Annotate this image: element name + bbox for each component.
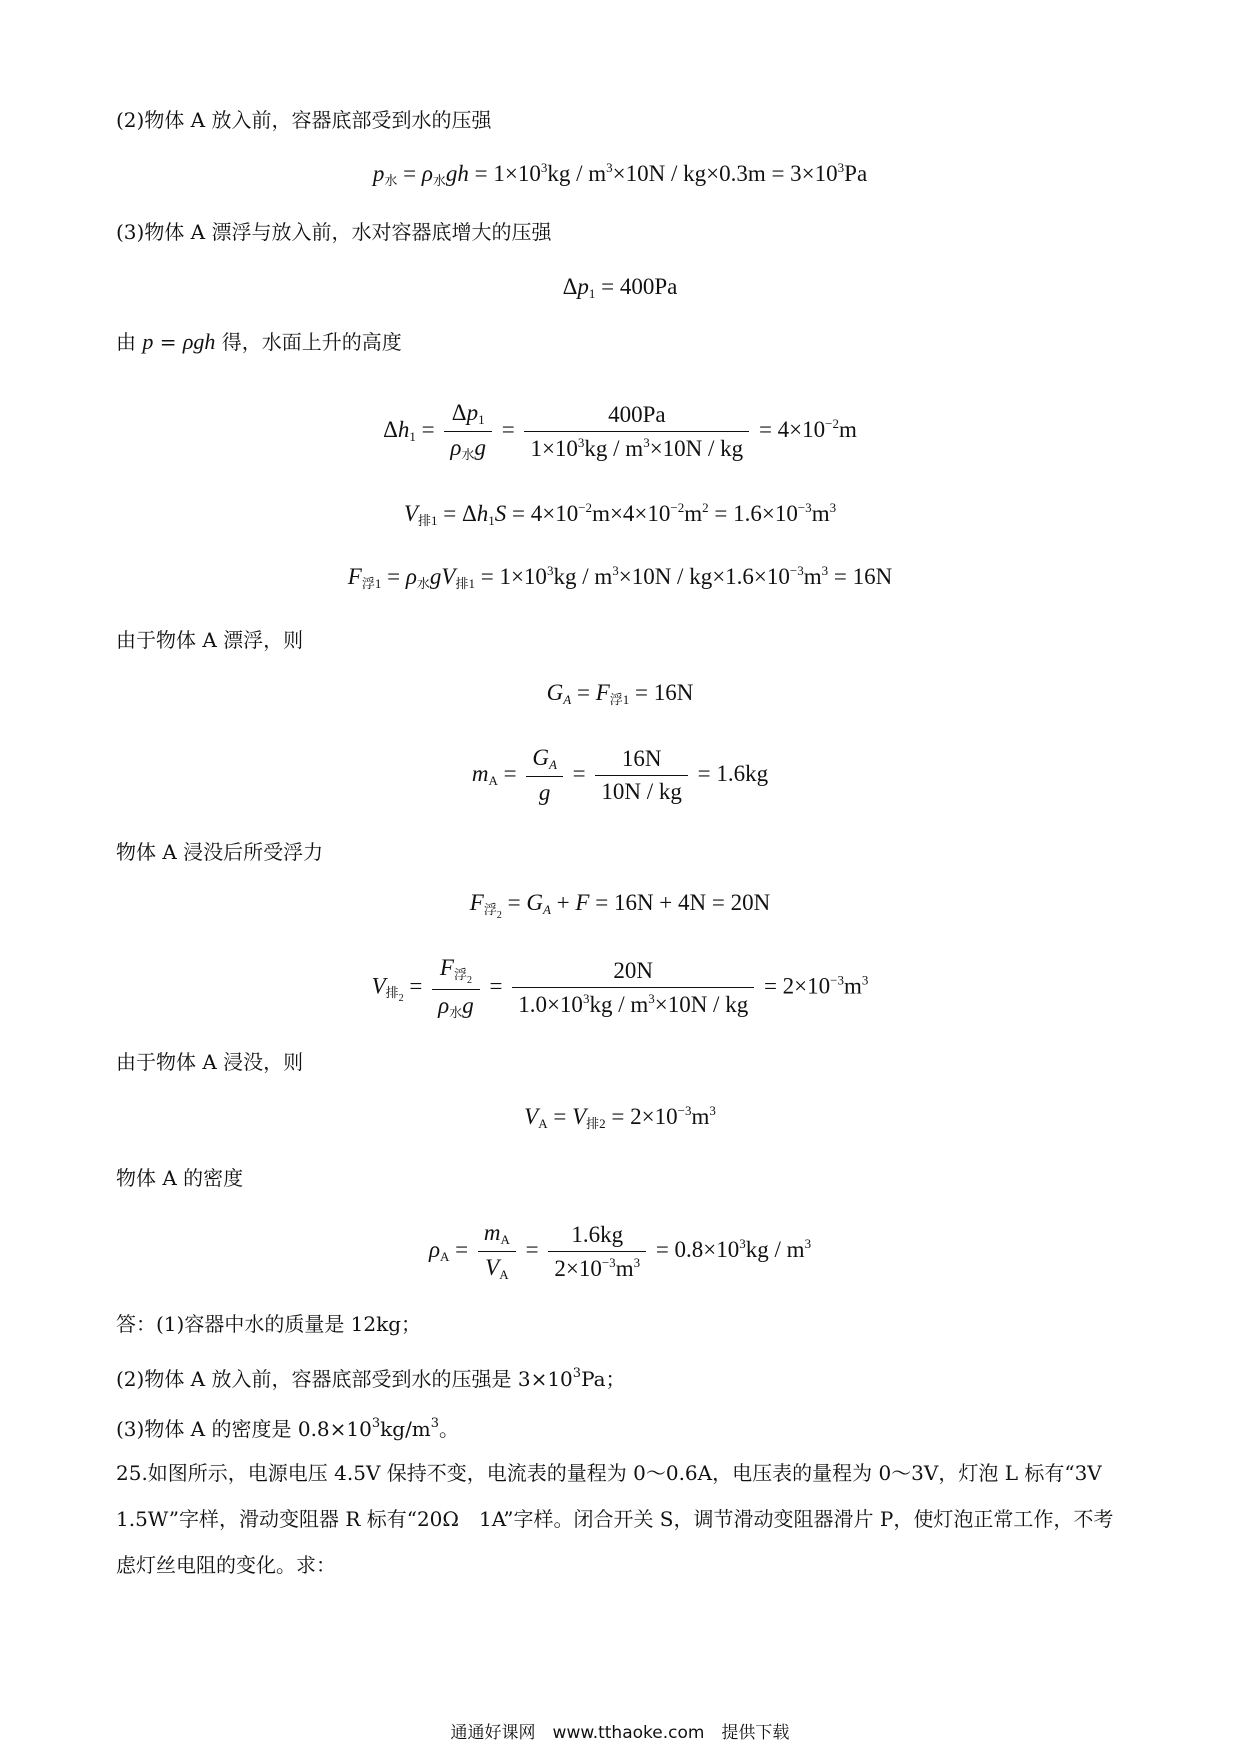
footer-text: 通通好课网 www.tthaoke.com 提供下载 — [450, 1723, 790, 1743]
line-density-intro: 物体 A 的密度 — [116, 1166, 244, 1190]
answer-3-exp2: 3 — [430, 1416, 440, 1431]
equation-v-displaced-1: $V_{排1} = \Delta h_1S = 4\times 10^{-2}m\times 4\times 10^{-2}m^2 = 1.6\times 10^{-3}m^3$ — [403, 500, 837, 528]
line-rise-prefix: 由 — [116, 330, 143, 354]
line-floating: 由于物体 A 漂浮，则 — [116, 628, 304, 652]
equation-weight-a: $G_A = F_{浮1} = 16N$ — [546, 680, 694, 707]
equation-volume-a: $V_A = V_{排2} = 2\times 10^{-3}m^3$ — [524, 1103, 716, 1131]
equation-v-displaced-2: $V_{排_2}$ = $\frac{F_{浮_2}}{\rho_水g}$ = $\frac{20N}{1.0\times 10^3kg / m^3\times 10N / kg}$ = $2\times 10^{-3}m^3$ — [371, 955, 869, 1020]
line-submerged-buoyancy: 物体 A 浸没后所受浮力 — [116, 840, 324, 864]
line-2-pressure-intro: (2)物体 A 放入前，容器底部受到水的压强 — [116, 108, 492, 132]
line-rise-height: 由 p = ρgh 得，水面上升的高度 — [116, 329, 402, 354]
problem-25: 25.如图所示，电源电压 4.5V 保持不变，电流表的量程为 0～0.6A，电压表的量程为 0～3V，灯泡 L 标有“3V 1.5W”字样，滑动变阻器 R 标有“20Ω 1A”字样。闭合开关 S，调节滑动变阻器滑片 P，使灯泡正常工作，不考虑灯丝电阻的变化。求： — [116, 1461, 1122, 1577]
answer-3-exp1: 3 — [371, 1416, 381, 1431]
equation-delta-p1: $\Delta p_1 = 400Pa$ — [562, 274, 678, 301]
answer-1: 答：(1)容器中水的质量是 12kg； — [116, 1312, 422, 1336]
line-3-pressure-increase: (3)物体 A 漂浮与放入前，水对容器底增大的压强 — [116, 220, 552, 244]
answer-3 — [116, 1410, 459, 1443]
answer-2 — [116, 1360, 626, 1393]
equation-delta-h1: $\Delta h_1$ = $\frac{\Delta p_1}{\rho_水g}$ = $\frac{400Pa}{1\times 10^3kg / m^3\times 10N / kg}$ = $4\times 10^{-2}m$ — [383, 400, 857, 462]
answer-2-unit: Pa； — [581, 1367, 626, 1391]
answer-2-exp: 3 — [572, 1366, 582, 1381]
line-submerged: 由于物体 A 浸没，则 — [116, 1050, 304, 1074]
equation-mass-a: $m_A$ = $\frac{G_A}{g}$ = $\frac{16N}{10N / kg}$ = 1.6kg — [471, 745, 769, 805]
equation-water-pressure: $p_水 = \rho_水gh = 1\times 10^3kg / m^3\times 10N / kg\times 0.3m = 3\times 10^3Pa$ — [372, 160, 868, 188]
line-rise-suffix: 得，水面上升的高度 — [215, 330, 402, 354]
equation-buoyancy-1: $F_{浮1} = \rho_水gV_{排1} = 1\times 10^3kg / m^3\times 10N / kg\times 1.6\times 10^{-3}m^3 = 16N$ — [347, 563, 893, 591]
equation-buoyancy-2: $F_{浮_2} = G_A + F = 16N + 4N = 20N$ — [469, 890, 771, 921]
answer-2-text: (2)物体 A 放入前，容器底部受到水的压强是 3×10 — [116, 1367, 573, 1391]
answer-3-unit: kg/m — [380, 1417, 431, 1441]
answer-3-end: 。 — [439, 1417, 460, 1441]
equation-density-a: $\rho_A$ = $\frac{m_A}{V_A}$ = $\frac{1.6kg}{2\times 10^{-3}m^3}$ = $0.8\times 10^3kg / m^3$ — [428, 1220, 812, 1282]
answer-3-text: (3)物体 A 的密度是 0.8×10 — [116, 1417, 372, 1441]
